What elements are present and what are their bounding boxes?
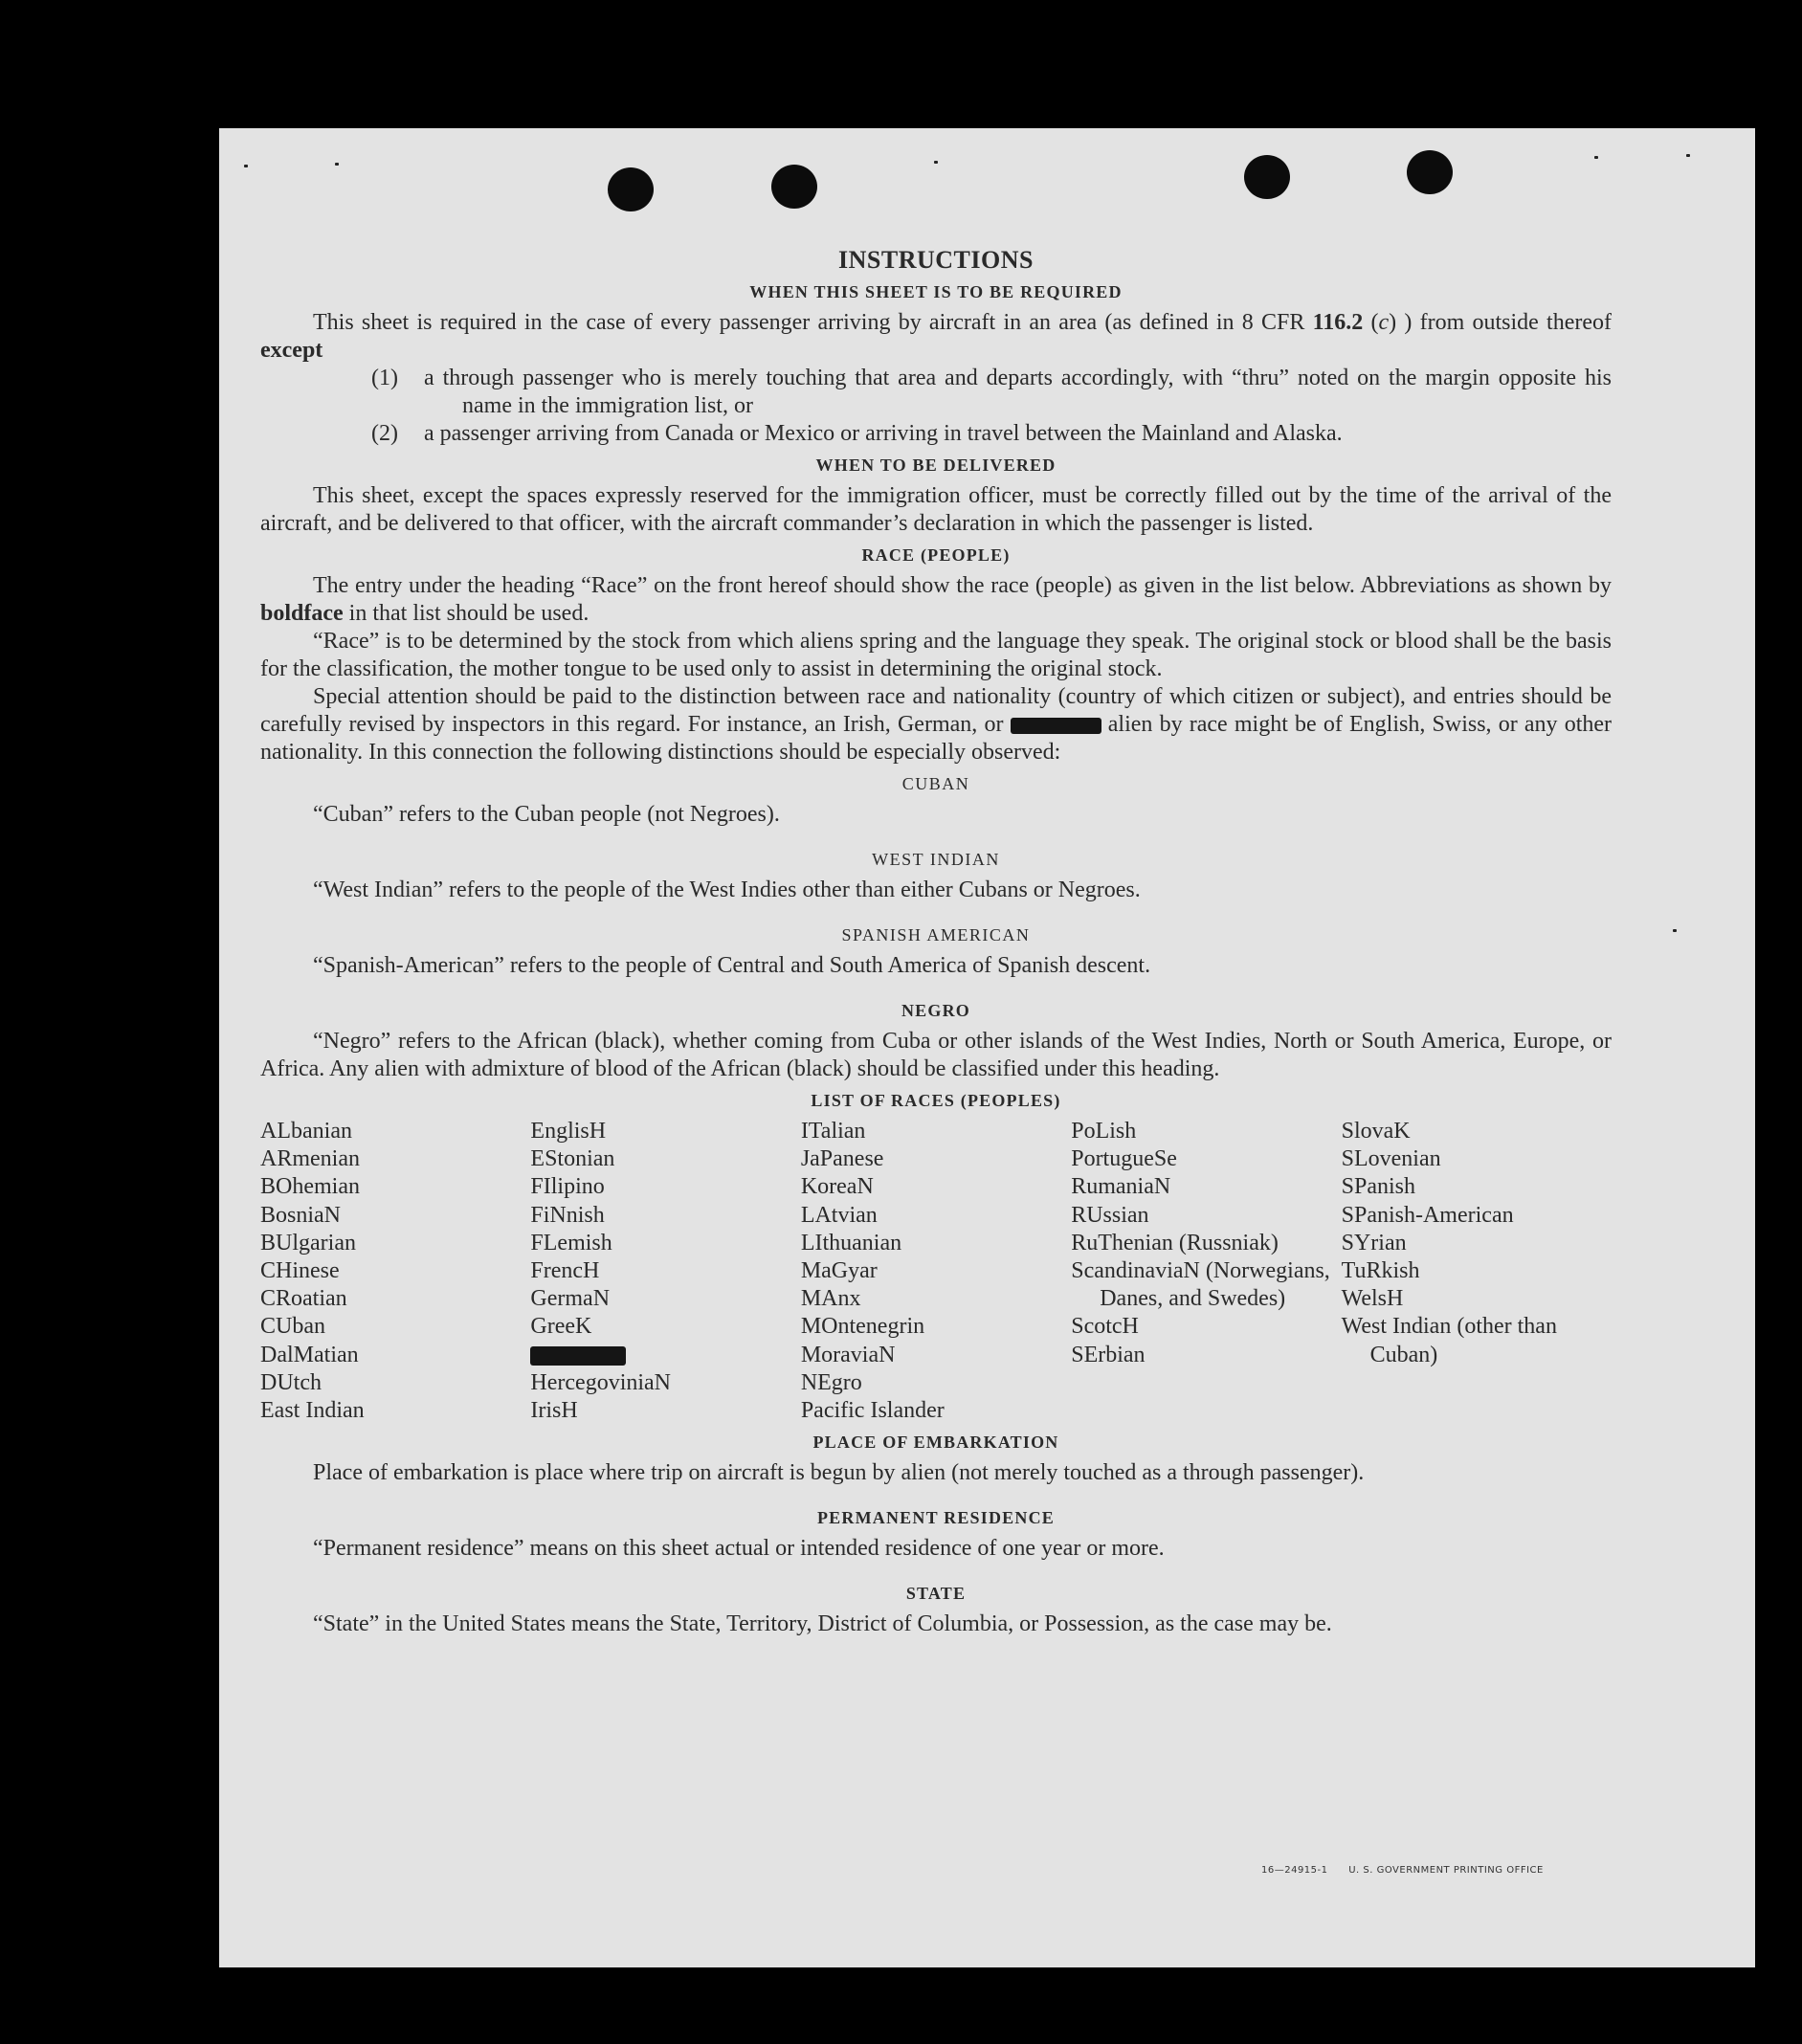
race-entry: MaGyar bbox=[800, 1258, 878, 1284]
race-list bbox=[260, 1118, 1612, 1425]
race-entry: ALbanian bbox=[260, 1119, 352, 1144]
section-heading: LIST OF RACES (PEOPLES) bbox=[811, 1091, 1061, 1110]
race-entry: MOntenegrin bbox=[800, 1314, 925, 1340]
printer-credit: U. S. GOVERNMENT PRINTING OFFICE bbox=[1348, 1865, 1544, 1876]
text-run: c bbox=[1378, 310, 1390, 335]
race-entry: DUtch bbox=[260, 1369, 322, 1395]
punch-hole bbox=[1244, 155, 1290, 199]
text-run: except bbox=[260, 338, 323, 363]
race-entry: EnglisH bbox=[530, 1119, 607, 1144]
cuban-paragraph: “Cuban” refers to the Cuban people (not Negroes). bbox=[313, 802, 780, 827]
scan-speck bbox=[1594, 156, 1598, 159]
race-entry: SlovaK bbox=[1341, 1119, 1411, 1144]
section-heading: WHEN THIS SHEET IS TO BE REQUIRED bbox=[749, 282, 1123, 301]
race-entry: RumaniaN bbox=[1071, 1174, 1171, 1200]
instructions-body bbox=[260, 246, 1612, 1638]
redaction-mark bbox=[530, 1346, 626, 1366]
race-entry: PortugueSe bbox=[1071, 1146, 1177, 1172]
print-footer bbox=[1261, 1865, 1561, 1876]
text-run: boldface bbox=[260, 601, 344, 626]
race-entry: CUban bbox=[260, 1314, 325, 1340]
section-heading: NEGRO bbox=[901, 1001, 970, 1020]
race-entry: TuRkish bbox=[1341, 1258, 1420, 1284]
scan-speck bbox=[244, 165, 248, 167]
race-entry: MoraviaN bbox=[800, 1342, 896, 1367]
race-entry: ITalian bbox=[800, 1119, 866, 1144]
race-paragraph bbox=[260, 572, 1612, 628]
scan-speck bbox=[1673, 929, 1677, 932]
race-entry: SPanish-American bbox=[1341, 1202, 1514, 1228]
section-heading: RACE (PEOPLE) bbox=[861, 545, 1011, 565]
race-entry: BUlgarian bbox=[260, 1230, 356, 1255]
race-entry: BosniaN bbox=[260, 1202, 341, 1228]
embarkation-paragraph: Place of embarkation is place where trip on aircraft is begun by alien (not merely touched as a through passenger). bbox=[313, 1460, 1365, 1486]
punch-hole bbox=[771, 165, 817, 209]
section-heading: WEST INDIAN bbox=[872, 850, 1000, 869]
race-entry-redacted bbox=[530, 1342, 800, 1369]
item-number: (1) bbox=[371, 366, 398, 390]
form-number: 16—24915-1 bbox=[1261, 1865, 1328, 1876]
race-paragraph bbox=[260, 683, 1612, 766]
race-entry: SLovenian bbox=[1341, 1146, 1441, 1172]
when-delivered-paragraph: This sheet, except the spaces expressly reserved for the immigration officer, must be correctly filled out by the time of the arrival of the aircraft, and be delivered to that officer, with the aircraft commander’s declaration in which the passenger is listed. bbox=[260, 483, 1612, 536]
race-entry: ScandinaviaN (Norwegians, Danes, and Swedes) bbox=[1071, 1258, 1330, 1312]
race-entry: RUssian bbox=[1071, 1202, 1149, 1228]
when-required-paragraph bbox=[260, 309, 1612, 365]
race-entry: GermaN bbox=[530, 1286, 611, 1312]
punch-hole bbox=[1407, 150, 1453, 194]
scan-speck bbox=[335, 163, 339, 166]
exception-item bbox=[260, 365, 1612, 420]
exception-item bbox=[260, 420, 1612, 448]
item-text: a passenger arriving from Canada or Mexico or arriving in travel between the Mainland and Alaska. bbox=[424, 421, 1343, 446]
race-entry: SPanish bbox=[1341, 1174, 1415, 1200]
item-number: (2) bbox=[371, 421, 398, 446]
page-title: INSTRUCTIONS bbox=[838, 246, 1034, 274]
race-entry: HercegoviniaN bbox=[530, 1369, 672, 1395]
text-run: ( bbox=[1363, 310, 1379, 335]
race-entry: LAtvian bbox=[800, 1202, 878, 1228]
text-run: Special attention should be paid to the distinction between race and nationality (country of which citizen or subject), and entries should be carefully revised by inspectors in this regard. For instance, an Irish, German, or bbox=[260, 684, 1612, 737]
text-run: This sheet is required in the case of every passenger arriving by aircraft in an area (as defined in 8 CFR bbox=[313, 310, 1313, 335]
race-entry: GreeK bbox=[530, 1314, 592, 1340]
race-column bbox=[801, 1118, 1071, 1425]
west-indian-paragraph: “West Indian” refers to the people of the West Indies other than either Cubans or Negroes. bbox=[313, 878, 1141, 902]
race-entry: East Indian bbox=[260, 1398, 365, 1424]
race-entry: MAnx bbox=[800, 1286, 861, 1312]
race-column bbox=[260, 1118, 530, 1425]
race-entry: SYrian bbox=[1341, 1230, 1407, 1255]
state-paragraph: “State” in the United States means the State, Territory, District of Columbia, or Possession, as the case may be. bbox=[313, 1611, 1332, 1637]
race-entry: FrencH bbox=[530, 1258, 600, 1284]
race-entry: BOhemian bbox=[260, 1174, 360, 1200]
section-heading: SPANISH AMERICAN bbox=[841, 925, 1031, 944]
section-heading: WHEN TO BE DELIVERED bbox=[815, 455, 1057, 475]
punch-hole bbox=[608, 167, 654, 211]
race-entry: West Indian (other than Cuban) bbox=[1341, 1314, 1557, 1367]
race-entry: FLemish bbox=[530, 1230, 612, 1255]
scan-speck bbox=[1686, 154, 1690, 157]
race-entry: RuThenian (Russniak) bbox=[1071, 1230, 1279, 1255]
race-entry: CHinese bbox=[260, 1258, 340, 1284]
race-entry: CRoatian bbox=[260, 1286, 347, 1312]
text-run: The entry under the heading “Race” on the front hereof should show the race (people) as given in the list below. Abbreviations as shown by bbox=[313, 573, 1612, 598]
item-text: a through passenger who is merely touching that area and departs accordingly, with “thru” noted on the margin opposite his name in the immigration list, or bbox=[424, 366, 1612, 418]
residence-paragraph: “Permanent residence” means on this sheet actual or intended residence of one year or more. bbox=[313, 1536, 1165, 1562]
race-entry: JaPanese bbox=[800, 1146, 884, 1172]
spanish-american-paragraph: “Spanish-American” refers to the people of Central and South America of Spanish descent. bbox=[313, 953, 1151, 978]
scan-speck bbox=[934, 161, 938, 164]
redaction-mark bbox=[1011, 718, 1101, 734]
race-entry: NEgro bbox=[800, 1369, 862, 1395]
race-entry: EStonian bbox=[530, 1146, 615, 1172]
race-entry: WelsH bbox=[1341, 1286, 1404, 1312]
race-entry: FIlipino bbox=[530, 1174, 605, 1200]
race-entry: SErbian bbox=[1071, 1342, 1146, 1367]
race-entry: Pacific Islander bbox=[800, 1398, 945, 1424]
race-column bbox=[1071, 1118, 1341, 1425]
text-run: in that list should be used. bbox=[343, 601, 590, 626]
race-entry: IrisH bbox=[530, 1398, 578, 1424]
text-run: 116.2 bbox=[1312, 310, 1364, 335]
negro-paragraph: “Negro” refers to the African (black), whether coming from Cuba or other islands of the West Indies, North or South America, Europe, or Africa. Any alien with admixture of blood of the African (black) should be classified under this heading. bbox=[260, 1029, 1612, 1081]
race-entry: LIthuanian bbox=[800, 1230, 902, 1255]
race-column bbox=[1342, 1118, 1612, 1425]
section-heading: STATE bbox=[905, 1584, 967, 1604]
race-entry: ScotcH bbox=[1071, 1314, 1139, 1340]
race-entry: PoLish bbox=[1071, 1119, 1137, 1144]
race-entry: FiNnish bbox=[530, 1202, 605, 1228]
section-heading: PLACE OF EMBARKATION bbox=[812, 1433, 1059, 1453]
race-column bbox=[530, 1118, 800, 1425]
race-entry: KoreaN bbox=[800, 1174, 874, 1200]
section-heading: CUBAN bbox=[901, 774, 970, 793]
form-sheet bbox=[219, 128, 1755, 1967]
text-run: ) ) from outside thereof bbox=[1389, 310, 1612, 335]
race-entry: ARmenian bbox=[260, 1146, 360, 1172]
text-run: alien by race might be of English, Swiss, or any other nationality. In this connection the following distinctions should be especially observed: bbox=[260, 712, 1613, 765]
race-entry: DalMatian bbox=[260, 1342, 359, 1367]
race-paragraph: “Race” is to be determined by the stock from which aliens spring and the language they speak. The original stock or blood shall be the basis for the classification, the mother tongue to be used only to assist in determining the original stock. bbox=[260, 629, 1612, 681]
section-heading: PERMANENT RESIDENCE bbox=[816, 1508, 1055, 1528]
